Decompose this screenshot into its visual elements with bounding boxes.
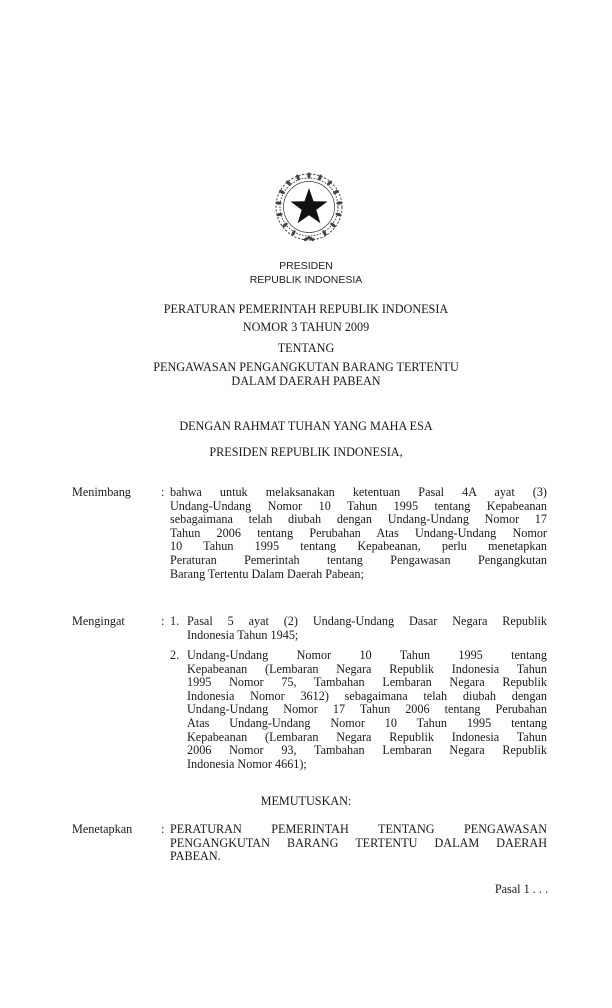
menetapkan-label: Menetapkan: [72, 822, 133, 836]
preamble-blessing: DENGAN RAHMAT TUHAN YANG MAHA ESA: [179, 419, 433, 433]
regulation-subject-line2: DALAM DAERAH PABEAN: [231, 374, 381, 388]
page-continuation: Pasal 1 . . .: [494, 882, 548, 896]
regulation-number: NOMOR 3 TAHUN 2009: [242, 320, 370, 334]
mengingat-colon: :: [161, 614, 165, 628]
menetapkan-line: PABEAN.: [170, 849, 221, 864]
menimbang-text: [170, 486, 547, 581]
menimbang-line: sebagaimana telah diubah dengan Undang-Undang Nomor 17: [170, 512, 547, 527]
item-number: 1.: [170, 614, 180, 628]
menetapkan-line: PERATURAN PEMERINTAH TENTANG PENGAWASAN: [170, 822, 547, 836]
preamble-president: PRESIDEN REPUBLIK INDONESIA,: [209, 445, 403, 459]
header-republik-indonesia: REPUBLIK INDONESIA: [249, 274, 363, 286]
item-number: 2.: [170, 648, 180, 662]
item-line: 1995 Nomor 75, Tambahan Lembaran Negara Republik: [187, 675, 547, 690]
header-presiden: PRESIDEN: [279, 260, 333, 272]
item-line: 2006 Nomor 93, Tambahan Lembaran Negara Republik: [187, 743, 547, 758]
menimbang-colon: :: [161, 485, 165, 499]
item-line: Indonesia Nomor 4661);: [187, 756, 307, 771]
item-line: Indonesia Tahun 1945;: [187, 627, 299, 642]
item-line: Undang-Undang Nomor 17 Tahun 2006 tentang Perubahan: [187, 702, 547, 717]
item-line: Kepabeanan (Lembaran Negara Republik Indonesia Tahun: [187, 729, 547, 744]
garuda-star-wreath-emblem-icon: [270, 169, 348, 247]
regulation-subject-line1: PENGAWASAN PENGANGKUTAN BARANG TERTENTU: [153, 360, 459, 374]
item-line: Indonesia Nomor 3612) sebagaimana telah diubah dengan: [187, 688, 547, 703]
menetapkan-text: [170, 823, 547, 864]
item-line: Atas Undang-Undang Nomor 10 Tahun 1995 tentang: [187, 715, 547, 730]
decision-heading: MEMUTUSKAN:: [260, 794, 352, 808]
menetapkan-colon: :: [161, 822, 165, 836]
regulation-about: TENTANG: [277, 341, 335, 355]
menimbang-line: Tahun 2006 tentang Perubahan Atas Undang-Undang Nomor: [170, 525, 547, 540]
menimbang-line: Undang-Undang Nomor 10 Tahun 1995 tentang Kepabeanan: [170, 498, 547, 513]
item-line: Pasal 5 ayat (2) Undang-Undang Dasar Negara Republik: [187, 614, 547, 628]
menimbang-line: Peraturan Pemerintah tentang Pengawasan Pengangkutan: [170, 552, 547, 567]
menimbang-label: Menimbang: [72, 485, 131, 499]
menimbang-line: 10 Tahun 1995 tentang Kepabeanan, perlu menetapkan: [170, 539, 547, 554]
menimbang-line: bahwa untuk melaksanakan ketentuan Pasal 4A ayat (3): [170, 485, 547, 499]
mengingat-label: Mengingat: [72, 614, 125, 628]
regulation-title: PERATURAN PEMERINTAH REPUBLIK INDONESIA: [163, 302, 449, 316]
item-line: Undang-Undang Nomor 10 Tahun 1995 tentang: [187, 648, 547, 662]
menetapkan-line: PENGANGKUTAN BARANG TERTENTU DALAM DAERAH: [170, 835, 547, 850]
item-line: Kepabeanan (Lembaran Negara Republik Indonesia Tahun: [187, 661, 547, 676]
menimbang-line: Barang Tertentu Dalam Daerah Pabean;: [170, 566, 364, 581]
